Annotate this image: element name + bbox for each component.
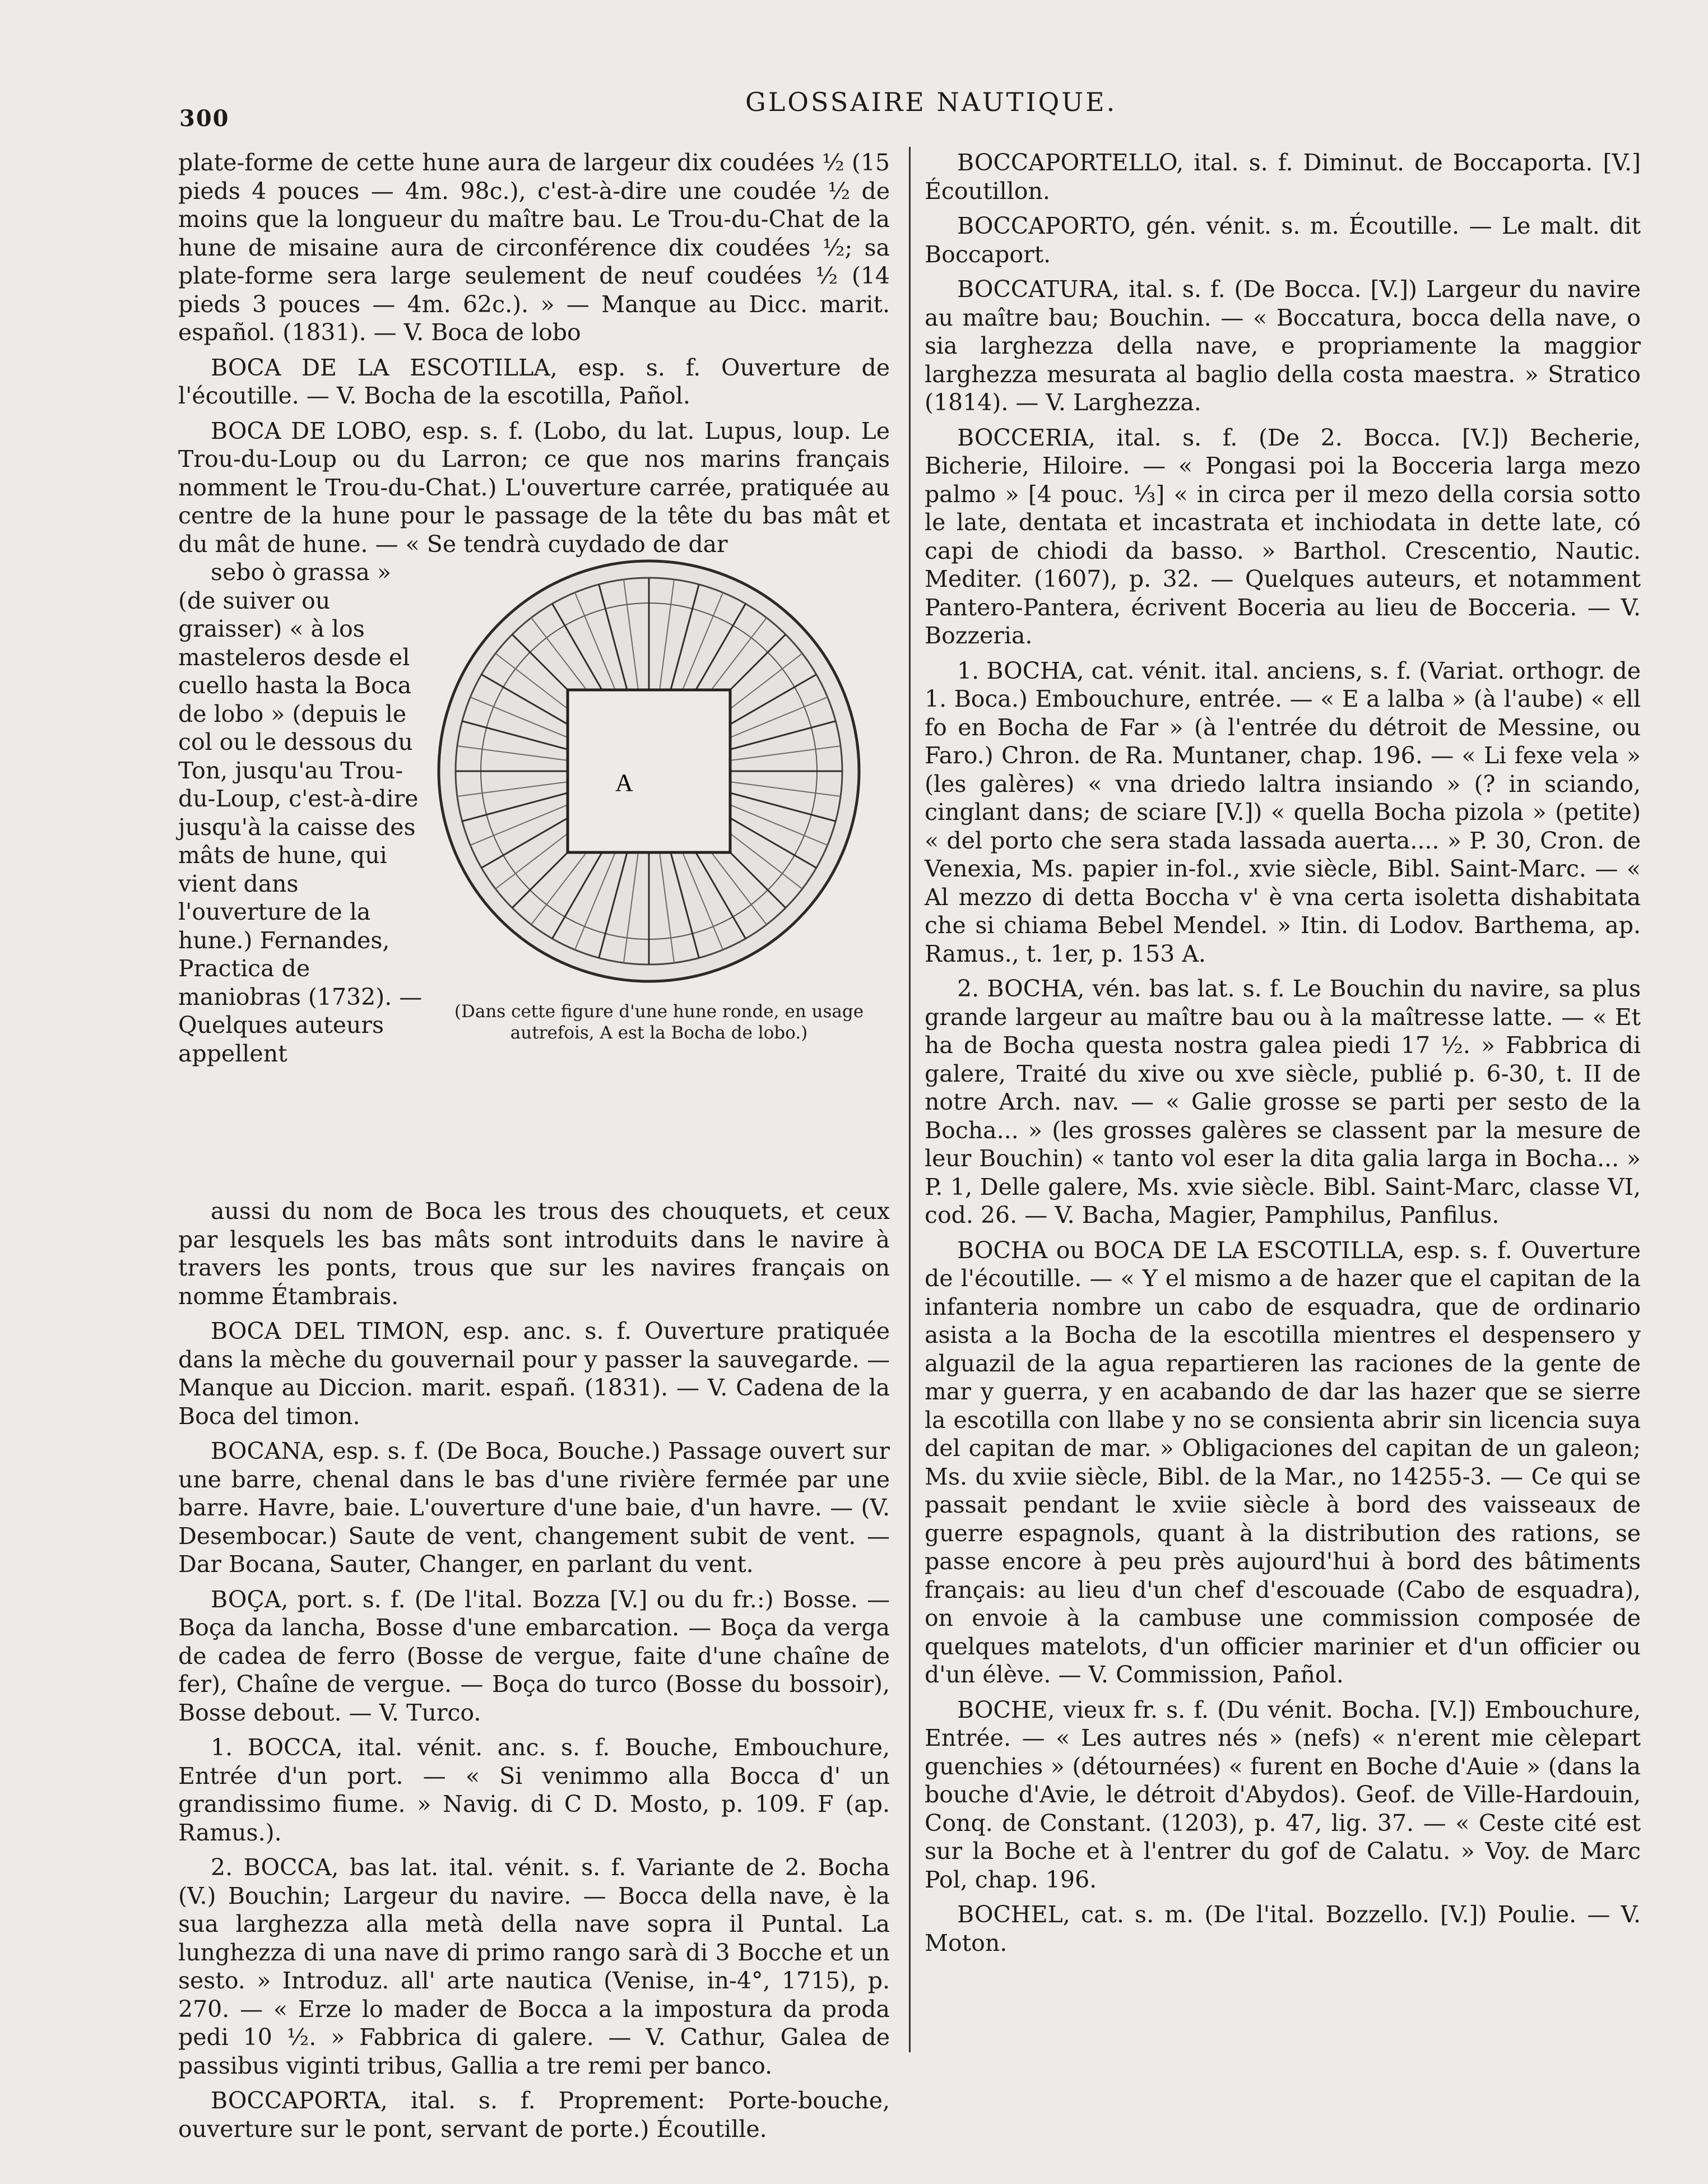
entry-boca-de-lobo-wrap: sebo ò grassa » (de suiver ou graisser) « à los masteleros desde el cuello hasta la Boca de lobo » (depuis le col ou le dessous du Ton, jusqu'au Trou-du-Loup, c'est-à-dire jusqu'à la caisse des mâts de hune, qui vient dans l'ouverture de la hune.) Fernandes, Practica de maniobras (1732). — Quelques auteurs appellent [178, 559, 423, 1067]
entry-bocca-1: 1. BOCCA, ital. vénit. anc. s. f. Bouche, Embouchure, Entrée d'un port. — « Si venimmo alla Bocca d' un grandissimo fiume. » Navig. di C D. Mosto, p. 109. F (ap. Ramus.). [178, 1734, 890, 1846]
entry-boca-de-la-escotilla: BOCA DE LA ESCOTILLA, esp. s. f. Ouverture de l'écoutille. — V. Bocha de la escotilla, Pañol. [178, 354, 890, 409]
round-top-illustration [439, 561, 859, 981]
entry-boca-de-lobo: BOCA DE LOBO, esp. s. f. (Lobo, du lat. Lupus, loup. Le Trou-du-Loup ou du Larron; ce que nos marins français nomment le Trou-du-Chat.) L'ouverture carrée, pratiquée au centre de la hune pour le passage de la tête du bas mât et du mât de hune. — « Se tendrà cuydado de dar [178, 417, 890, 558]
entry-boccatura: BOCCATURA, ital. s. f. (De Bocca. [V.]) Largeur du navire au maître bau; Bouchin. — « Boccatura, bocca della nave, o sia larghezza della nave, e propriamente la maggior larghezza mesurata al baglio della costa maestra. » Stratico (1814). — V. Larghezza. [925, 276, 1641, 416]
column-divider [909, 147, 911, 2052]
entry-boca-de-lobo-end: aussi du nom de Boca les trous des chouquets, et ceux par lesquels les bas mâts sont introduits dans le navire à travers les ponts, trous que sur les navires français on nomme Étambrais. [178, 1198, 890, 1310]
entry-boccaporto: BOCCAPORTO, gén. vénit. s. m. Écoutille. — Le malt. dit Boccaport. [925, 212, 1641, 268]
running-title: GLOSSAIRE NAUTIQUE. [745, 87, 1117, 117]
entry-bocha-1: 1. BOCHA, cat. vénit. ital. anciens, s. f. (Variat. orthogr. de 1. Boca.) Embouchure, entrée. — « E a lalba » (à l'aube) « ell fo en Bocha de Far » (à l'entrée du détroit de Messine, ou Faro.) Chron. de Ra. Muntaner, chap. 196. — « Li fexe vela » (les galères) « vna driedo laltra insiando » (? in sciando, cinglant dans; de sciare [V.]) « quella Bocha pizola » (petite) « del porto che sera stada lassada auerta.... » P. 30, Cron. de Venexia, Ms. papier in-fol., xvie siècle, Bibl. Saint-Marc. — « Al mezzo di detta Boccha v' è vna certa isoletta dishabitata che si chiama Bebel Mendel. » Itin. di Lodov. Barthema, ap. Ramus., t. 1er, p. 153 A. [925, 657, 1641, 967]
round-top-figure [425, 558, 893, 984]
entry-continuation: plate-forme de cette hune aura de largeur dix coudées ½ (15 pieds 4 pouces — 4m. 98c.), c'est-à-dire une coudée ½ de moins que la longueur du maître bau. Le Trou-du-Chat de la hune de misaine aura de circonférence dix coudées ½; sa plate-forme sera large seulement de neuf coudées ½ (14 pieds 3 pouces — 4m. 62c.). » — Manque au Dicc. marit. español. (1831). — V. Boca de lobo [178, 149, 890, 346]
entry-bocha-escotilla: BOCHA ou BOCA DE LA ESCOTILLA, esp. s. f. Ouverture de l'écoutille. — « Y el mismo a de hazer que el capitan de la infanteria nombre un cabo de esquadra, que de ordinario asista a la Bocha de la escotilla mientres el despensero y alguazil de la agua repartieren las raciones de la gente de mar y guerra, y en acabando de dar las hazer que se sierre la escotilla con llabe y no se consienta abrir sin licencia suya del capitan de mar. » Obligaciones del capitan de un galeon; Ms. du xviie siècle, Bibl. de la Mar., no 14255-3. — Ce qui se passait pendant le xviie siècle à bord des vaisseaux de guerre espagnols, quant à la distribution des rations, se passe encore à peu près aujourd'hui à bord des bâtiments français: au lieu d'un chef d'escouade (Cabo de esquadra), on envoie à la cambuse une commission composée de quelques matelots, d'un officier marinier et d'un officier ou d'un élève. — V. Commission, Pañol. [925, 1236, 1641, 1688]
entry-bocca-2: 2. BOCCA, bas lat. ital. vénit. s. f. Variante de 2. Bocha (V.) Bouchin; Largeur du navire. — Bocca della nave, è la sua larghezza alla metà della nave sopra il Puntal. La lunghezza di una nave di primo rango sarà di 3 Bocche et un sesto. » Introduz. all' arte nautica (Venise, in-4°, 1715), p. 270. — « Erze lo mader de Bocca a la impostura da proda pedi 10 ½. » Fabbrica di galere. — V. Cathur, Galea de passibus viginti tribus, Gallia a tre remi per banco. [178, 1854, 890, 2079]
lubber-hole [568, 690, 730, 852]
entry-boca-del-timon: BOCA DEL TIMON, esp. anc. s. f. Ouverture pratiquée dans la mèche du gouvernail pour y passer la sauvegarde. — Manque au Diccion. marit. españ. (1831). — V. Cadena de la Boca del timon. [178, 1318, 890, 1430]
entry-boccaportello: BOCCAPORTELLO, ital. s. f. Diminut. de Boccaporta. [V.] Écoutillon. [925, 149, 1641, 205]
entry-boca-port: BOÇA, port. s. f. (De l'ital. Bozza [V.] ou du fr.:) Bosse. — Boça da lancha, Bosse d'une embarcation. — Boça da verga de cadea de ferro (Bosse de vergue, faite d'une chaîne de fer), Chaîne de vergue. — Boça do turco (Bosse du bossoir), Bosse debout. — V. Turco. [178, 1585, 890, 1726]
page-number: 300 [179, 105, 230, 132]
figure-label-a: A [615, 769, 633, 796]
figure-caption: (Dans cette figure d'une hune ronde, en usage autrefois, A est la Bocha de lobo.) [454, 1001, 864, 1043]
entry-bocceria: BOCCERIA, ital. s. f. (De 2. Bocca. [V.]) Becherie, Bicherie, Hiloire. — « Pongasi poi la Bocceria larga mezo palmo » [4 pouc. ⅓] « in circa per il mezo della corsia sotto le late, dentata et incastrata et inchiodata in dette late, có capi de chiodi da basso. » Barthol. Crescentio, Nautic. Mediter. (1607), p. 32. — Quelques auteurs, et notamment Pantero-Pantera, écrivent Boceria au lieu de Bocceria. — V. Bozzeria. [925, 424, 1641, 649]
left-column [178, 149, 890, 2150]
entry-boccaporta: BOCCAPORTA, ital. s. f. Proprement: Porte-bouche, ouverture sur le pont, servant de porte.) Écoutille. [178, 2087, 890, 2143]
entry-bochel: BOCHEL, cat. s. m. (De l'ital. Bozzello. [V.]) Poulie. — V. Moton. [925, 1901, 1641, 1956]
entry-bocana: BOCANA, esp. s. f. (De Boca, Bouche.) Passage ouvert sur une barre, chenal dans le bas d'une rivière fermée par une barre. Havre, baie. L'ouverture d'une baie, d'un havre. — (V. Desembocar.) Saute de vent, changement subit de vent. — Dar Bocana, Sauter, Changer, en parlant du vent. [178, 1438, 890, 1578]
figure-wrap [178, 558, 890, 1197]
right-column [925, 149, 1641, 1964]
entry-boche: BOCHE, vieux fr. s. f. (Du vénit. Bocha. [V.]) Embouchure, Entrée. — « Les autres nés » (nefs) « n'erent mie cèlepart guenchies » (détournées) « furent en Boche d'Auie » (dans la bouche d'Avie, le détroit d'Abydos). Geof. de Ville-Hardouin, Conq. de Constant. (1203), p. 47, lig. 37. — « Ceste cité est sur la Boche et à l'entrer du gof de Calatu. » Voy. de Marc Pol, chap. 196. [925, 1696, 1641, 1893]
entry-bocha-2: 2. BOCHA, vén. bas lat. s. f. Le Bouchin du navire, sa plus grande largeur au maître bau ou à la maîtresse latte. — « Et ha de Bocha questa nostra galea piedi 17 ½. » Fabbrica di galere, Traité du xive ou xve siècle, publié p. 6-30, t. II de notre Arch. nav. — « Galie grosse se parti per sesto de la Bocha... » (les grosses galères se classent par la mesure de leur Bouchin) « tanto vol eser la dita galia larga in Bocha... » P. 1, Delle galere, Ms. xvie siècle. Bibl. Saint-Marc, classe VI, cod. 26. — V. Bacha, Magier, Pamphilus, Panfilus. [925, 975, 1641, 1228]
